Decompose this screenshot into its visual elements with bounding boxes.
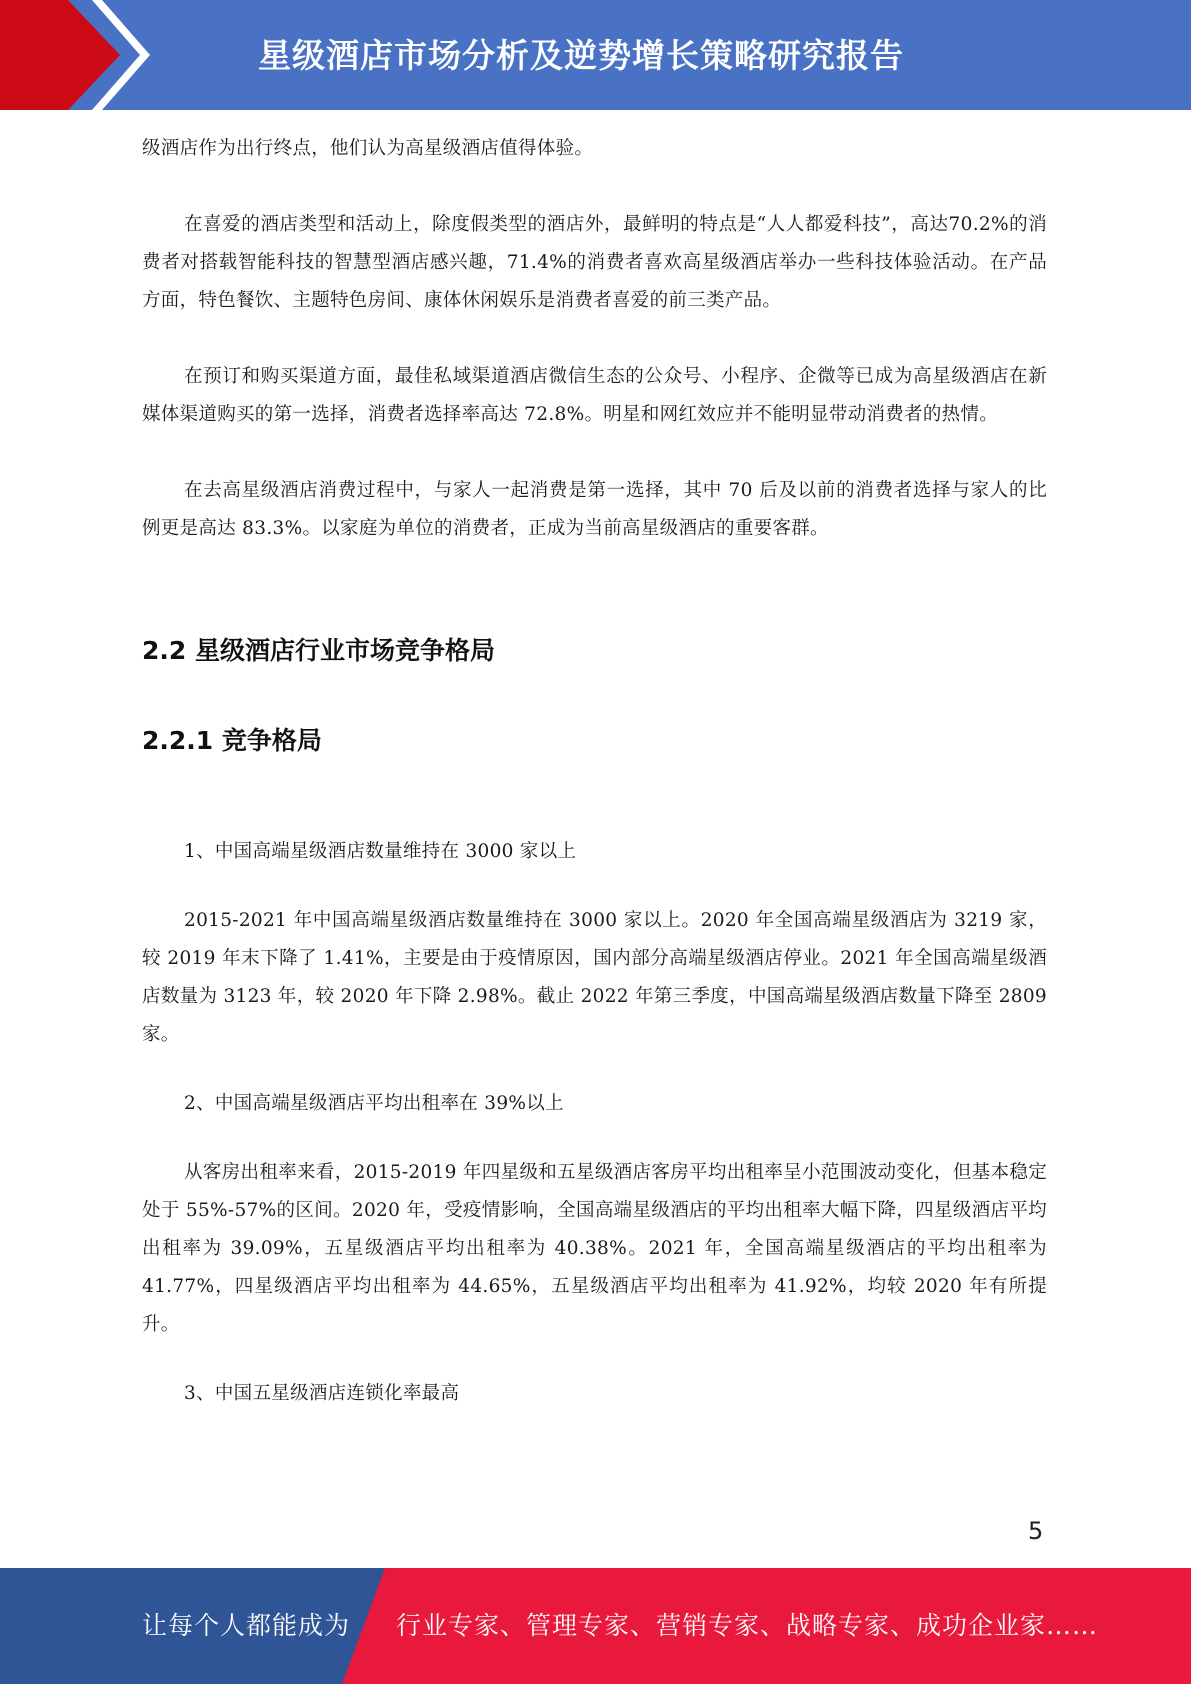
item-1-title: 1、中国高端星级酒店数量维持在 3000 家以上 (184, 841, 577, 862)
paragraph-4: 在去高星级酒店消费过程中，与家人一起消费是第一选择，其中 70 后及以前的消费者选择与家人的比例更是高达 83.3%。以家庭为单位的消费者，正成为当前高星级酒店的重要客群。 (142, 480, 1047, 539)
footer-slogan-right: 行业专家、管理专家、营销专家、战略专家、成功企业家…… (396, 1611, 1099, 1640)
header-arrow-graphic (0, 0, 300, 110)
footer-slogan-left: 让每个人都能成为 (142, 1611, 351, 1640)
item-3-title: 3、中国五星级酒店连锁化率最高 (184, 1383, 460, 1404)
page-content (142, 130, 1047, 1413)
paragraph-2: 在喜爱的酒店类型和活动上，除度假类型的酒店外，最鲜明的特点是“人人都爱科技”，高达70.2%的消费者对搭载智能科技的智慧型酒店感兴趣，71.4%的消费者喜欢高星级酒店举办一些科技体验活动。在产品方面，特色餐饮、主题特色房间、康体休闲娱乐是消费者喜爱的前三类产品。 (142, 214, 1047, 311)
section-heading: 2.2 星级酒店行业市场竞争格局 (142, 636, 495, 665)
paragraph-1: 级酒店作为出行终点，他们认为高星级酒店值得体验。 (142, 138, 594, 159)
subsection-heading: 2.2.1 竞争格局 (142, 726, 322, 755)
page-number: 5 (1028, 1517, 1044, 1545)
item-2-title: 2、中国高端星级酒店平均出租率在 39%以上 (184, 1093, 564, 1114)
report-title: 星级酒店市场分析及逆势增长策略研究报告 (258, 36, 904, 75)
item-1-body: 2015-2021 年中国高端星级酒店数量维持在 3000 家以上。2020 年全国高端星级酒店为 3219 家，较 2019 年末下降了 1.41%，主要是由于疫情原因，国内部分高端星级酒店停业。2021 年全国高端星级酒店数量为 3123 年，较 2020 年下降 2.98%。截止 2022 年第三季度，中国高端星级酒店数量下降至 2809 家。 (142, 910, 1047, 1045)
item-2-body: 从客房出租率来看，2015-2019 年四星级和五星级酒店客房平均出租率呈小范围波动变化，但基本稳定处于 55%-57%的区间。2020 年，受疫情影响，全国高端星级酒店的平均出租率大幅下降，四星级酒店平均出租率为 39.09%，五星级酒店平均出租率为 40.38%。2021 年，全国高端星级酒店的平均出租率为 41.77%，四星级酒店平均出租率为 44.65%，五星级酒店平均出租率为 41.92%，均较 2020 年有所提升。 (142, 1162, 1047, 1335)
page-header (0, 0, 1191, 110)
page-footer (0, 1568, 1191, 1684)
paragraph-3: 在预订和购买渠道方面，最佳私域渠道酒店微信生态的公众号、小程序、企微等已成为高星级酒店在新媒体渠道购买的第一选择，消费者选择率高达 72.8%。明星和网红效应并不能明显带动消费者的热情。 (142, 366, 1047, 425)
